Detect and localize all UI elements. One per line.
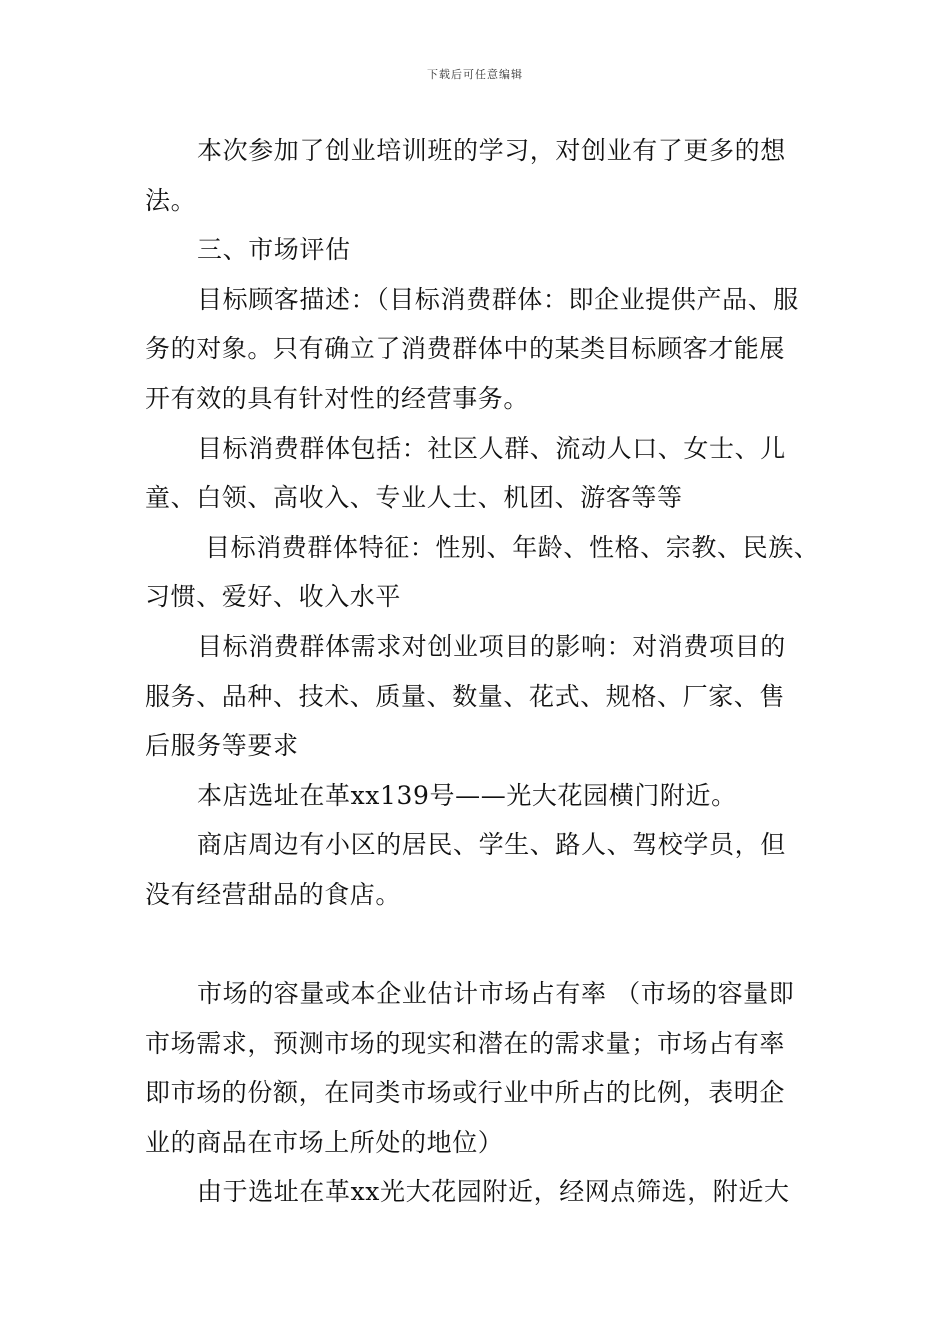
paragraph-market-capacity: 市场的容量或本企业估计市场占有率 （市场的容量即市场需求，预测市场的现实和潜在的需求量；市场占有率即市场的份额，在同类市场或行业中所占的比例，表明企业的商品在市场上所处的地位） xyxy=(145,979,795,1157)
paragraph-target-groups: 目标消费群体包括：社区人群、流动人口、女士、儿童、白领、高收入、专业人士、机团、游客等等 xyxy=(145,433,786,513)
paragraph-surroundings: 商店周边有小区的居民、学生、路人、驾校学员，但没有经营甜品的食店。 xyxy=(145,830,786,909)
paragraph-store-location: 本店选址在革xx139号——光大花园横门附近。 xyxy=(197,780,737,810)
paragraph-location-analysis: 由于选址在革xx光大花园附近，经网点筛选，附近大 xyxy=(197,1177,790,1207)
document-body xyxy=(145,126,820,1217)
paragraph-target-customer-description: 目标顾客描述：（目标消费群体：即企业提供产品、服务的对象。只有确立了消费群体中的某类目标顾客才能展开有效的具有针对性的经营事务。 xyxy=(145,284,799,413)
blank-line xyxy=(145,920,810,970)
paragraph-intro: 本次参加了创业培训班的学习，对创业有了更多的想法。 xyxy=(145,136,786,215)
section-heading-market-assessment: 三、市场评估 xyxy=(197,235,351,265)
paragraph-demand-impact: 目标消费群体需求对创业项目的影响：对消费项目的服务、品种、技术、质量、数量、花式、规格、厂家、售后服务等要求 xyxy=(145,631,786,761)
paragraph-target-group-features: 目标消费群体特征：性别、年龄、性格、宗教、民族、习惯、爱好、收入水平 xyxy=(145,532,820,612)
header-note: 下载后可任意编辑 xyxy=(427,68,523,81)
